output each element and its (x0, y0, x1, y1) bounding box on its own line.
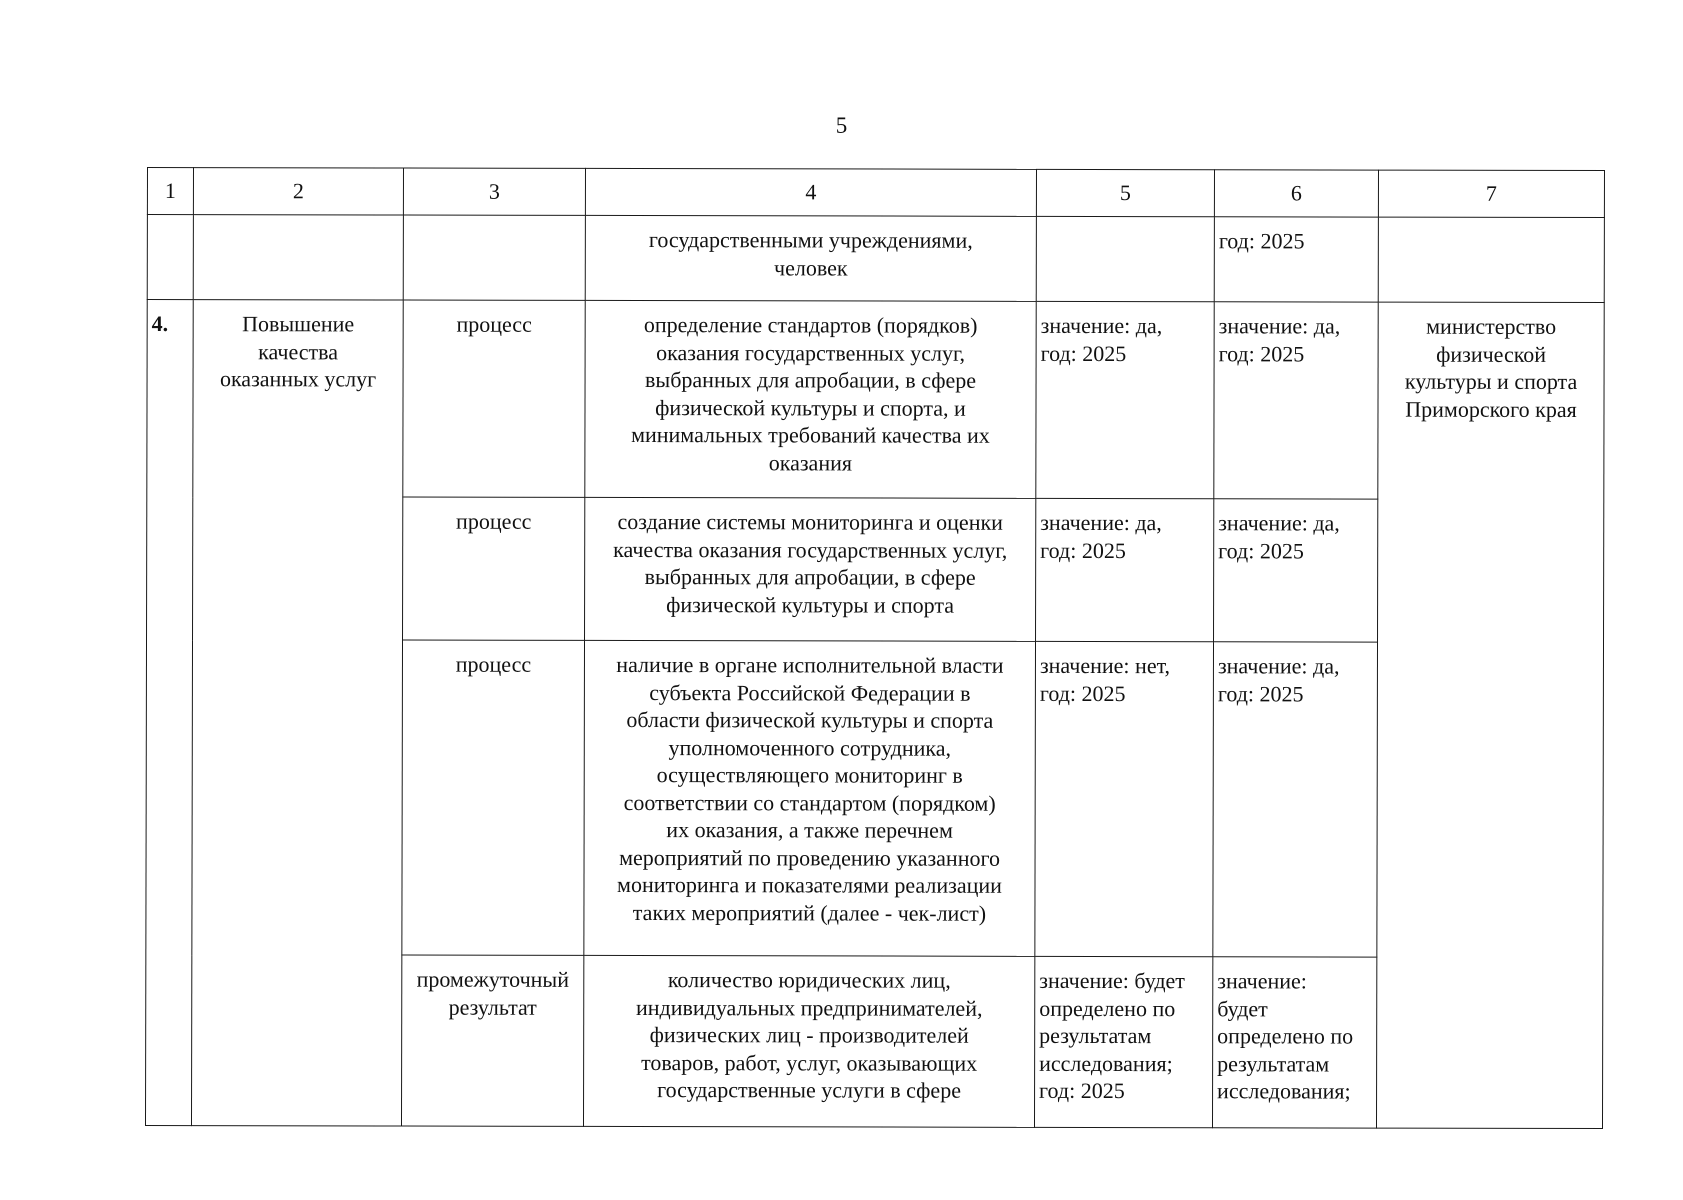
cell-base-value: значение: да, год: 2025 (1036, 301, 1214, 498)
column-header: 1 (147, 168, 193, 215)
page-number: 5 (835, 113, 848, 138)
cell-base-value: значение: нет, год: 2025 (1035, 641, 1214, 956)
column-header: 6 (1214, 170, 1378, 217)
cell-target-value: значение: да, год: 2025 (1213, 642, 1378, 957)
document-table (145, 167, 1605, 1129)
cell-type: процесс (402, 640, 585, 955)
cell-task (193, 215, 403, 300)
column-header: 7 (1378, 170, 1604, 217)
column-header: 3 (403, 168, 585, 215)
cell-target-value: год: 2025 (1214, 217, 1378, 302)
cell-base-value (1036, 216, 1214, 301)
table-row (147, 300, 1604, 500)
cell-number (147, 215, 193, 300)
cell-indicator: создание системы мониторинга и оценки качества оказания государственных услуг, выбранных для апробации, в сфере физической культуры и спорта (585, 497, 1036, 641)
cell-type: процесс (403, 497, 585, 640)
cell-target-value: значение: да, год: 2025 (1214, 499, 1378, 642)
cell-indicator: наличие в органе исполнительной власти субъекта Российской Федерации в области физической культуры и спорта уполномоченного сотрудника, осуществляющего мониторинг в соответствии со стандартом (порядком) их оказания, а также перечнем мероприятий по проведению указанного мониторинга и показателями реализации таких мероприятий (далее - чек-лист) (584, 640, 1036, 956)
cell-section-number: 4. (145, 300, 193, 1126)
cell-base-value: значение: да, год: 2025 (1036, 498, 1214, 641)
column-header: 4 (585, 168, 1036, 216)
cell-type (403, 215, 585, 300)
cell-indicator: определение стандартов (порядков) оказания государственных услуг, выбранных для апробации, в сфере физической культуры и спорта, и минимальных требований качества их оказания (585, 300, 1036, 498)
cell-target-value: значение: да, год: 2025 (1214, 302, 1378, 499)
cell-indicator: количество юридических лиц, индивидуальных предпринимателей, физических лиц - производителей товаров, работ, услуг, оказывающих государственные услуги в сфере (583, 955, 1034, 1127)
cell-responsible: министерство физической культуры и спорта Приморского края (1376, 302, 1604, 1128)
table-header-row (147, 168, 1604, 218)
cell-base-value: значение: будет определено по результатам исследования; год: 2025 (1034, 956, 1212, 1127)
cell-type: промежуточный результат (401, 955, 583, 1126)
cell-indicator: государственными учреждениями, человек (585, 215, 1036, 301)
cell-type: процесс (403, 300, 585, 497)
table-row-continuation (147, 215, 1604, 303)
cell-target-value: значение: будет определено по результатам исследования; (1212, 957, 1376, 1128)
cell-task: Повышение качества оказанных услуг (191, 300, 403, 1126)
column-header: 5 (1036, 169, 1214, 216)
column-header: 2 (193, 168, 403, 215)
cell-responsible (1378, 217, 1604, 302)
